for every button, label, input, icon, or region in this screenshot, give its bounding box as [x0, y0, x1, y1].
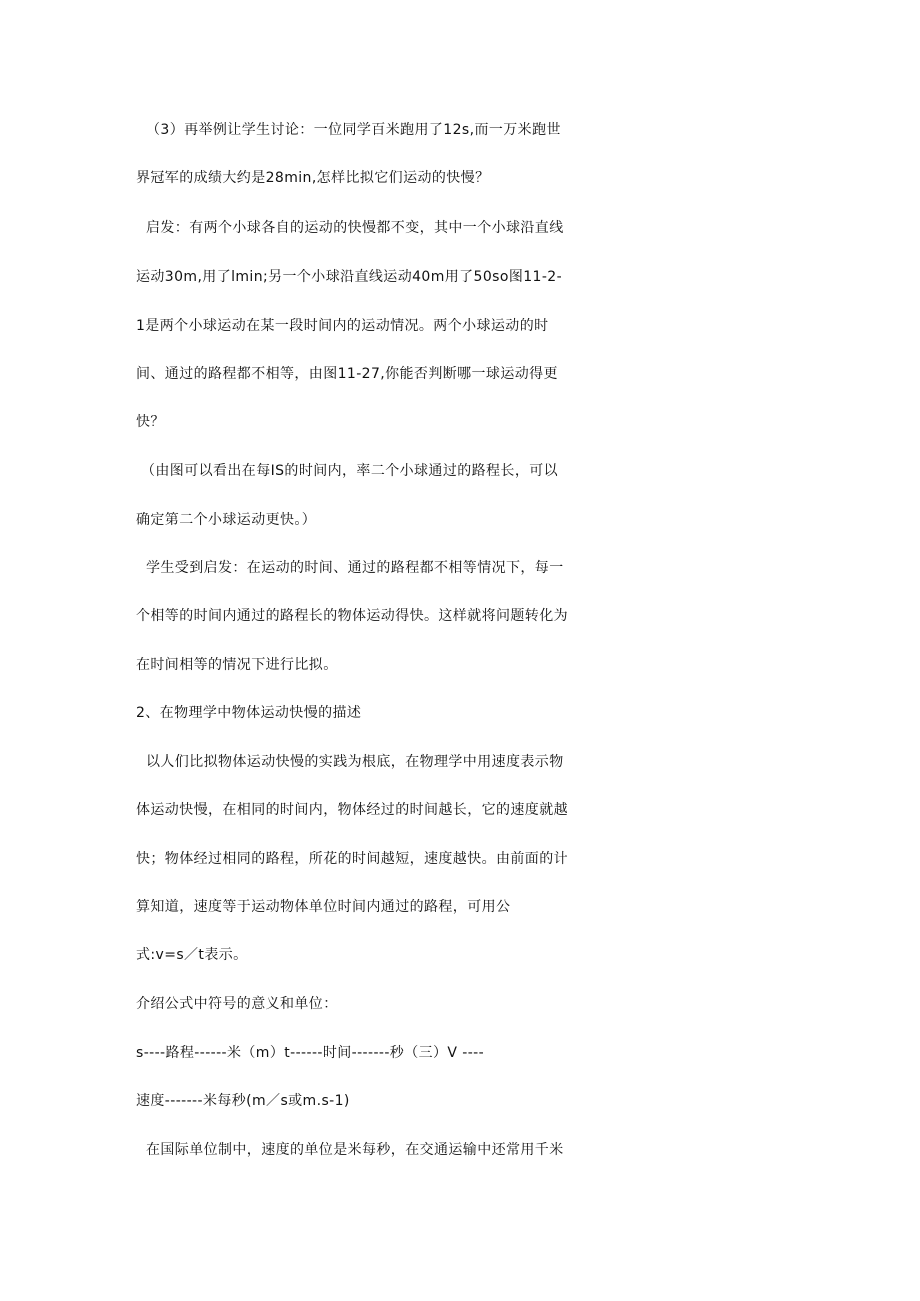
section-heading: 2、在物理学中物体运动快慢的描述 — [136, 705, 362, 721]
text-line: 运动30m,用了lmin;另一个小球沿直线运动40m用了50so图11-2- — [136, 269, 563, 285]
text-line: 界冠军的成绩大约是28min,怎样比拟它们运动的快慢？ — [136, 170, 490, 186]
text-line: 1是两个小球运动在某一段时间内的运动情况。两个小球运动的时 — [136, 318, 549, 334]
text-line: 快？ — [136, 414, 165, 430]
text-line: 介绍公式中符号的意义和单位： — [136, 996, 338, 1012]
text-line: 体运动快慢，在相同的时间内，物体经过的时间越长，它的速度就越 — [136, 802, 568, 818]
text-line: 快；物体经过相同的路程，所花的时间越短，速度越快。由前面的计 — [136, 851, 568, 867]
text-line: 以人们比拟物体运动快慢的实践为根底，在物理学中用速度表示物 — [146, 754, 564, 770]
symbols-line: s----路程------米（m）t------时间-------秒（三）V ---- — [136, 1045, 485, 1061]
text-line: 在国际单位制中，速度的单位是米每秒，在交通运输中还常用千米 — [146, 1142, 564, 1158]
text-line: （3）再举例让学生讨论：一位同学百米跑用了12s,而一万米跑世 — [146, 122, 561, 138]
symbols-line: 速度-------米每秒(m／s或m.s-1) — [136, 1093, 350, 1109]
text-line: （由图可以看出在每IS的时间内，率二个小球通过的路程长，可以 — [141, 463, 559, 479]
text-line: 间、通过的路程都不相等，由图11-27,你能否判断哪一球运动得更 — [136, 366, 558, 382]
text-line: 学生受到启发：在运动的时间、通过的路程都不相等情况下，每一 — [146, 560, 564, 576]
text-line: 在时间相等的情况下进行比拟。 — [136, 657, 338, 673]
text-line: 确定第二个小球运动更快。） — [136, 512, 317, 528]
text-line: 个相等的时间内通过的路程长的物体运动得快。这样就将问题转化为 — [136, 608, 568, 624]
formula-line: 式:v=s／t表示。 — [136, 947, 248, 963]
text-line: 算知道，速度等于运动物体单位时间内通过的路程，可用公 — [136, 899, 511, 915]
text-line: 启发：有两个小球各自的运动的快慢都不变，其中一个小球沿直线 — [146, 220, 564, 236]
